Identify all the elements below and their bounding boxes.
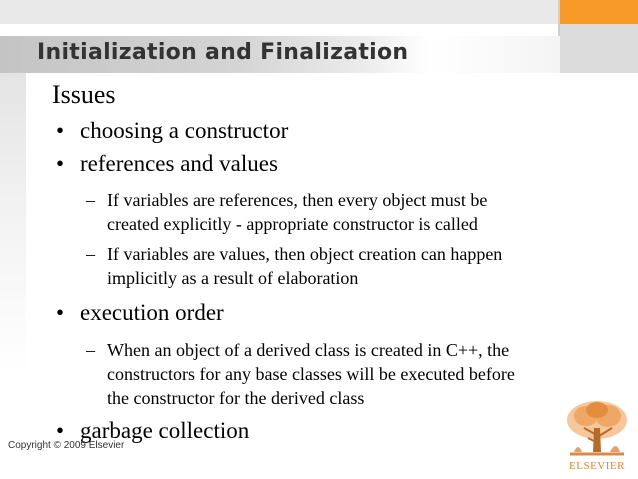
sub-bullet-line: created explicitly - appropriate constructor is called xyxy=(107,214,478,234)
bullet-marker: • xyxy=(56,300,65,325)
title-bar-fade xyxy=(430,36,560,73)
sub-bullet-line: If variables are values, then object creation can happen xyxy=(107,244,503,264)
bullet-text: choosing a constructor xyxy=(80,118,289,143)
section-heading: Issues xyxy=(52,80,116,109)
sub-bullet-line: When an object of a derived class is created in C++, the xyxy=(107,340,510,360)
bullet-item xyxy=(56,118,288,144)
dash-marker: – xyxy=(86,244,95,264)
bullet-item xyxy=(56,151,278,177)
bullet-text: references and values xyxy=(80,151,278,176)
header-strip xyxy=(0,0,558,24)
corner-block xyxy=(560,24,638,73)
slide-title: Initialization and Finalization xyxy=(37,40,409,65)
bullet-text: execution order xyxy=(80,300,224,325)
bullet-item xyxy=(56,300,224,326)
sub-bullet-line: the constructor for the derived class xyxy=(107,388,365,408)
tree-icon xyxy=(560,398,634,460)
logo-wordmark: ELSEVIER xyxy=(569,460,625,472)
side-gradient xyxy=(0,73,26,373)
publisher-logo xyxy=(560,398,634,476)
copyright-notice: Copyright © 2009 Elsevier xyxy=(8,440,125,451)
bullet-marker: • xyxy=(56,118,65,143)
sub-bullet-line: implicitly as a result of elaboration xyxy=(107,268,359,288)
bullet-marker: • xyxy=(56,151,65,176)
dash-marker: – xyxy=(86,190,95,210)
bullet-marker: • xyxy=(56,418,65,443)
dash-marker: – xyxy=(86,340,95,360)
sub-bullet-line: If variables are references, then every object must be xyxy=(107,190,488,210)
sub-bullet-line: constructors for any base classes will be executed before xyxy=(107,364,515,384)
bullet-text: garbage collection xyxy=(80,418,250,443)
accent-block xyxy=(560,0,638,24)
